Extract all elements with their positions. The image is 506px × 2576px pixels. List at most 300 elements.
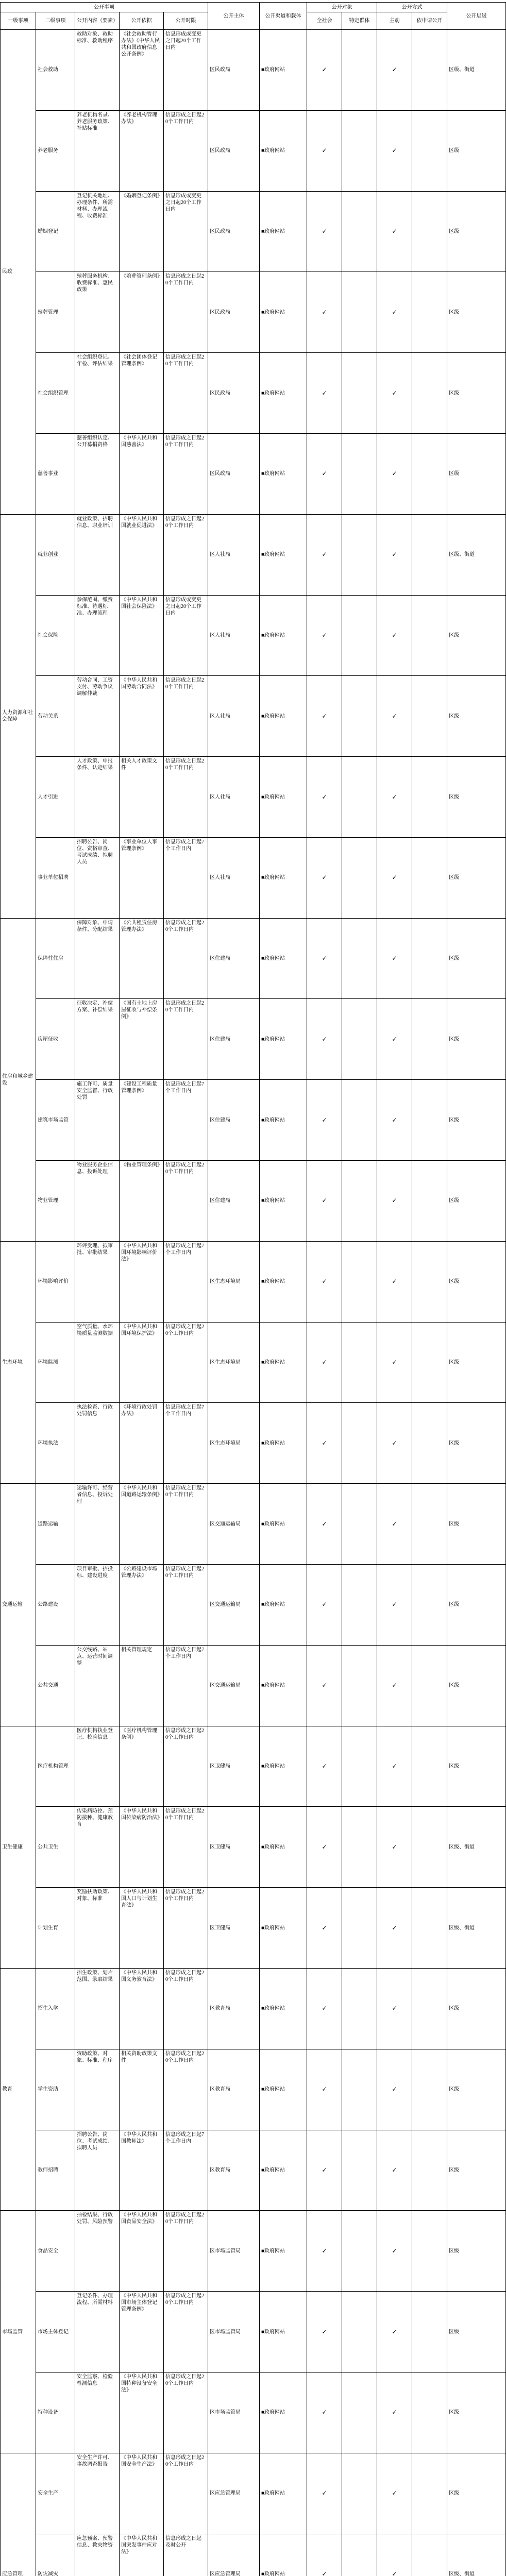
specific-group-mark xyxy=(342,1646,377,1726)
content-cell: 物业服务企业信息、投诉处理 xyxy=(75,1161,120,1242)
basis-cell: 《中华人民共和国特种设备安全法》 xyxy=(120,2372,164,2453)
level-cell: 区级 xyxy=(447,434,506,515)
subject-cell: 区应急管理局 xyxy=(208,2534,260,2576)
specific-group-mark xyxy=(342,999,377,1080)
specific-group-mark xyxy=(342,919,377,999)
channel-cell: ■政府网站 xyxy=(260,434,307,515)
on-request-mark xyxy=(412,919,447,999)
on-request-mark xyxy=(412,1484,447,1565)
specific-group-mark xyxy=(342,1403,377,1484)
basis-cell: 《社会救助暂行办法》《中华人民共和国政府信息公开条例》 xyxy=(120,30,164,111)
channel-cell: ■政府网站 xyxy=(260,30,307,111)
level-cell: 区级、街道 xyxy=(447,30,506,111)
subject-cell: 区交通运输局 xyxy=(208,1646,260,1726)
proactive-mark: ✓ xyxy=(377,1565,412,1646)
on-request-mark xyxy=(412,1403,447,1484)
content-cell: 劳动合同、工资支付、劳动争议调解仲裁 xyxy=(75,676,120,757)
all-society-mark: ✓ xyxy=(307,999,342,1080)
specific-group-mark xyxy=(342,30,377,111)
basis-cell: 《中华人民共和国安全生产法》 xyxy=(120,2453,164,2534)
level1-cell: 住房和城乡建设 xyxy=(0,919,36,1242)
content-cell: 保障对象、申请条件、分配结果 xyxy=(75,919,120,999)
content-cell: 奖励扶助政策、对象、标准 xyxy=(75,1888,120,1969)
subject-cell: 区卫健局 xyxy=(208,1807,260,1888)
subject-cell: 区住建局 xyxy=(208,919,260,999)
proactive-mark: ✓ xyxy=(377,1161,412,1242)
subject-cell: 区住建局 xyxy=(208,999,260,1080)
subject-cell: 区民政局 xyxy=(208,30,260,111)
content-cell: 空气质量、水环境质量监测数据 xyxy=(75,1323,120,1403)
channel-cell: ■政府网站 xyxy=(260,2372,307,2453)
subject-cell: 区住建局 xyxy=(208,1080,260,1161)
time-cell: 信息形成之日起20个工作日内 xyxy=(164,1726,208,1807)
specific-group-mark xyxy=(342,1969,377,2049)
channel-cell: ■政府网站 xyxy=(260,1565,307,1646)
channel-cell: ■政府网站 xyxy=(260,838,307,919)
level2-cell: 婚姻登记 xyxy=(36,192,75,273)
basis-cell: 相关管理规定 xyxy=(120,1646,164,1726)
time-cell: 信息形成之日起20个工作日内 xyxy=(164,757,208,838)
level2-cell: 养老服务 xyxy=(36,111,75,192)
time-cell: 信息形成之日起及时公开 xyxy=(164,2534,208,2576)
time-cell: 信息形成之日起7个工作日内 xyxy=(164,838,208,919)
content-cell: 登记机关地址、办理条件、所需材料、办理流程、收费标准 xyxy=(75,192,120,273)
proactive-mark: ✓ xyxy=(377,353,412,434)
proactive-mark: ✓ xyxy=(377,434,412,515)
level2-cell: 计划生育 xyxy=(36,1888,75,1969)
specific-group-mark xyxy=(342,1726,377,1807)
time-cell: 信息形成之日起20个工作日内 xyxy=(164,1969,208,2049)
level2-cell: 殡葬管理 xyxy=(36,272,75,353)
all-society-mark: ✓ xyxy=(307,111,342,192)
all-society-mark: ✓ xyxy=(307,30,342,111)
level-cell: 区级 xyxy=(447,192,506,273)
subject-cell: 区教育局 xyxy=(208,2130,260,2211)
proactive-mark: ✓ xyxy=(377,1807,412,1888)
channel-cell: ■政府网站 xyxy=(260,515,307,596)
proactive-mark: ✓ xyxy=(377,757,412,838)
time-cell: 信息形成之日起20个工作日内 xyxy=(164,1484,208,1565)
on-request-mark xyxy=(412,2372,447,2453)
channel-cell: ■政府网站 xyxy=(260,272,307,353)
basis-cell: 《中华人民共和国道路运输条例》 xyxy=(120,1484,164,1565)
level-cell: 区级 xyxy=(447,919,506,999)
on-request-mark xyxy=(412,2292,447,2372)
specific-group-mark xyxy=(342,1242,377,1323)
basis-cell: 《环境行政处罚办法》 xyxy=(120,1403,164,1484)
subject-cell: 区市场监管局 xyxy=(208,2211,260,2292)
time-cell: 信息形成之日起20个工作日内 xyxy=(164,353,208,434)
channel-cell: ■政府网站 xyxy=(260,596,307,676)
level2-cell: 招生入学 xyxy=(36,1969,75,2049)
content-cell: 慈善组织认定、公开募捐资格 xyxy=(75,434,120,515)
level2-cell: 事业单位招聘 xyxy=(36,838,75,919)
header-content: 公开内容（要素） xyxy=(75,12,120,30)
on-request-mark xyxy=(412,272,447,353)
level2-cell: 公共卫生 xyxy=(36,1807,75,1888)
specific-group-mark xyxy=(342,1807,377,1888)
specific-group-mark xyxy=(342,2534,377,2576)
channel-cell: ■政府网站 xyxy=(260,111,307,192)
header-proactive: 主动 xyxy=(377,12,412,30)
specific-group-mark xyxy=(342,838,377,919)
time-cell: 信息形成之日起7个工作日内 xyxy=(164,1242,208,1323)
basis-cell: 《中华人民共和国社会保险法》 xyxy=(120,596,164,676)
level-cell: 区级、街道 xyxy=(447,1888,506,1969)
header-method-group: 公开方式 xyxy=(377,2,447,12)
level2-cell: 劳动关系 xyxy=(36,676,75,757)
time-cell: 信息形成之日起7个工作日内 xyxy=(164,1646,208,1726)
proactive-mark: ✓ xyxy=(377,272,412,353)
level2-cell: 学生资助 xyxy=(36,2049,75,2130)
level2-cell: 安全生产 xyxy=(36,2453,75,2534)
level-cell: 区级 xyxy=(447,1323,506,1403)
all-society-mark: ✓ xyxy=(307,434,342,515)
time-cell: 信息形成之日起20个工作日内 xyxy=(164,2049,208,2130)
specific-group-mark xyxy=(342,676,377,757)
header-specific: 特定群体 xyxy=(342,12,377,30)
specific-group-mark xyxy=(342,1565,377,1646)
header-level2: 二级事项 xyxy=(36,12,75,30)
level1-cell: 市场监管 xyxy=(0,2211,36,2453)
channel-cell: ■政府网站 xyxy=(260,1080,307,1161)
content-cell: 安全监察、检验检测信息 xyxy=(75,2372,120,2453)
subject-cell: 区卫健局 xyxy=(208,1888,260,1969)
basis-cell: 《社会团体登记管理条例》 xyxy=(120,353,164,434)
basis-cell: 相关资助政策文件 xyxy=(120,2049,164,2130)
time-cell: 信息形成之日起20个工作日内 xyxy=(164,434,208,515)
on-request-mark xyxy=(412,434,447,515)
on-request-mark xyxy=(412,2049,447,2130)
basis-cell: 《中华人民共和国慈善法》 xyxy=(120,434,164,515)
level2-cell: 社会保险 xyxy=(36,596,75,676)
specific-group-mark xyxy=(342,1080,377,1161)
content-cell: 执法检查、行政处罚信息 xyxy=(75,1403,120,1484)
specific-group-mark xyxy=(342,757,377,838)
header-all-society: 全社会 xyxy=(307,12,342,30)
on-request-mark xyxy=(412,596,447,676)
time-cell: 信息形成之日起20个工作日内 xyxy=(164,1888,208,1969)
time-cell: 信息形成或变更之日起20个工作日内 xyxy=(164,192,208,273)
level-cell: 区级 xyxy=(447,1242,506,1323)
on-request-mark xyxy=(412,1807,447,1888)
level-cell: 区级 xyxy=(447,999,506,1080)
specific-group-mark xyxy=(342,192,377,273)
level-cell: 区级 xyxy=(447,1646,506,1726)
all-society-mark: ✓ xyxy=(307,1161,342,1242)
header-content-group: 公开事项 xyxy=(0,2,208,12)
all-society-mark: ✓ xyxy=(307,838,342,919)
content-cell: 环评受理、拟审批、审批结果 xyxy=(75,1242,120,1323)
subject-cell: 区民政局 xyxy=(208,434,260,515)
subject-cell: 区交通运输局 xyxy=(208,1565,260,1646)
content-cell: 项目审批、招投标、建设进度 xyxy=(75,1565,120,1646)
specific-group-mark xyxy=(342,2211,377,2292)
on-request-mark xyxy=(412,111,447,192)
all-society-mark: ✓ xyxy=(307,1807,342,1888)
time-cell: 信息形成之日起20个工作日内 xyxy=(164,2211,208,2292)
basis-cell: 《医疗机构管理条例》 xyxy=(120,1726,164,1807)
channel-cell: ■政府网站 xyxy=(260,2534,307,2576)
basis-cell: 《中华人民共和国食品安全法》 xyxy=(120,2211,164,2292)
level2-cell: 教师招聘 xyxy=(36,2130,75,2211)
all-society-mark: ✓ xyxy=(307,596,342,676)
subject-cell: 区人社局 xyxy=(208,596,260,676)
on-request-mark xyxy=(412,999,447,1080)
level1-cell: 应急管理 xyxy=(0,2453,36,2576)
channel-cell: ■政府网站 xyxy=(260,757,307,838)
basis-cell: 《养老机构管理办法》 xyxy=(120,111,164,192)
time-cell: 信息形成之日起20个工作日内 xyxy=(164,272,208,353)
specific-group-mark xyxy=(342,111,377,192)
channel-cell: ■政府网站 xyxy=(260,676,307,757)
basis-cell: 《公路建设市场管理办法》 xyxy=(120,1565,164,1646)
basis-cell: 《国有土地上房屋征收与补偿条例》 xyxy=(120,999,164,1080)
time-cell: 信息形成之日起20个工作日内 xyxy=(164,2453,208,2534)
level-cell: 区级 xyxy=(447,2211,506,2292)
basis-cell: 《中华人民共和国突发事件应对法》 xyxy=(120,2534,164,2576)
basis-cell: 《殡葬管理条例》 xyxy=(120,272,164,353)
subject-cell: 区生态环境局 xyxy=(208,1403,260,1484)
proactive-mark: ✓ xyxy=(377,1726,412,1807)
on-request-mark xyxy=(412,1726,447,1807)
level1-cell: 教育 xyxy=(0,1969,36,2211)
specific-group-mark xyxy=(342,1484,377,1565)
all-society-mark: ✓ xyxy=(307,2211,342,2292)
on-request-mark xyxy=(412,1161,447,1242)
level2-cell: 医疗机构管理 xyxy=(36,1726,75,1807)
subject-cell: 区市场监管局 xyxy=(208,2292,260,2372)
channel-cell: ■政府网站 xyxy=(260,2130,307,2211)
level-cell: 区级 xyxy=(447,272,506,353)
on-request-mark xyxy=(412,1080,447,1161)
proactive-mark: ✓ xyxy=(377,999,412,1080)
specific-group-mark xyxy=(342,1161,377,1242)
on-request-mark xyxy=(412,1888,447,1969)
level2-cell: 特种设备 xyxy=(36,2372,75,2453)
all-society-mark: ✓ xyxy=(307,1323,342,1403)
time-cell: 信息形成之日起20个工作日内 xyxy=(164,1323,208,1403)
proactive-mark: ✓ xyxy=(377,1242,412,1323)
all-society-mark: ✓ xyxy=(307,1726,342,1807)
level-cell: 区级 xyxy=(447,2049,506,2130)
time-cell: 信息形成之日起20个工作日内 xyxy=(164,2292,208,2372)
level2-cell: 房屋征收 xyxy=(36,999,75,1080)
channel-cell: ■政府网站 xyxy=(260,1888,307,1969)
level-cell: 区级、街道 xyxy=(447,1807,506,1888)
content-cell: 社会组织登记、年检、评估结果 xyxy=(75,353,120,434)
time-cell: 信息形成之日起20个工作日内 xyxy=(164,1161,208,1242)
channel-cell: ■政府网站 xyxy=(260,1323,307,1403)
channel-cell: ■政府网站 xyxy=(260,1242,307,1323)
channel-cell: ■政府网站 xyxy=(260,1726,307,1807)
proactive-mark: ✓ xyxy=(377,838,412,919)
content-cell: 招聘公告、岗位、考试成绩、拟聘人员 xyxy=(75,2130,120,2211)
level2-cell: 公共交通 xyxy=(36,1646,75,1726)
level2-cell: 社会组织管理 xyxy=(36,353,75,434)
level-cell: 区级 xyxy=(447,1080,506,1161)
specific-group-mark xyxy=(342,353,377,434)
channel-cell: ■政府网站 xyxy=(260,2049,307,2130)
time-cell: 信息形成或变更之日起20个工作日内 xyxy=(164,30,208,111)
level2-cell: 慈善事业 xyxy=(36,434,75,515)
level-cell: 区级 xyxy=(447,1565,506,1646)
channel-cell: ■政府网站 xyxy=(260,1969,307,2049)
subject-cell: 区教育局 xyxy=(208,2049,260,2130)
time-cell: 信息形成之日起20个工作日内 xyxy=(164,676,208,757)
time-cell: 信息形成之日起20个工作日内 xyxy=(164,515,208,596)
all-society-mark: ✓ xyxy=(307,1646,342,1726)
level1-cell: 人力资源和社会保障 xyxy=(0,515,36,919)
all-society-mark: ✓ xyxy=(307,2453,342,2534)
channel-cell: ■政府网站 xyxy=(260,2453,307,2534)
content-cell: 资助政策、对象、标准、程序 xyxy=(75,2049,120,2130)
all-society-mark: ✓ xyxy=(307,2292,342,2372)
content-cell: 抽检结果、行政处罚、风险预警 xyxy=(75,2211,120,2292)
on-request-mark xyxy=(412,1646,447,1726)
proactive-mark: ✓ xyxy=(377,676,412,757)
basis-cell: 《中华人民共和国教师法》 xyxy=(120,2130,164,2211)
level2-cell: 社会救助 xyxy=(36,30,75,111)
basis-cell: 《婚姻登记条例》 xyxy=(120,192,164,273)
basis-cell: 《中华人民共和国环境保护法》 xyxy=(120,1323,164,1403)
subject-cell: 区人社局 xyxy=(208,838,260,919)
level2-cell: 环境监测 xyxy=(36,1323,75,1403)
proactive-mark: ✓ xyxy=(377,2453,412,2534)
proactive-mark: ✓ xyxy=(377,2049,412,2130)
on-request-mark xyxy=(412,2130,447,2211)
subject-cell: 区住建局 xyxy=(208,1161,260,1242)
channel-cell: ■政府网站 xyxy=(260,1646,307,1726)
level2-cell: 建筑市场监管 xyxy=(36,1080,75,1161)
header-channel: 公开渠道和载体 xyxy=(260,2,307,30)
specific-group-mark xyxy=(342,2372,377,2453)
time-cell: 信息形成或变更之日起20个工作日内 xyxy=(164,596,208,676)
basis-cell: 《中华人民共和国传染病防治法》 xyxy=(120,1807,164,1888)
time-cell: 信息形成之日起7个工作日内 xyxy=(164,1403,208,1484)
on-request-mark xyxy=(412,353,447,434)
all-society-mark: ✓ xyxy=(307,2049,342,2130)
basis-cell: 《公共租赁住房管理办法》 xyxy=(120,919,164,999)
content-cell: 人才政策、申报条件、认定结果 xyxy=(75,757,120,838)
proactive-mark: ✓ xyxy=(377,2292,412,2372)
specific-group-mark xyxy=(342,2049,377,2130)
proactive-mark: ✓ xyxy=(377,192,412,273)
level2-cell: 防灾减灾 xyxy=(36,2534,75,2576)
channel-cell: ■政府网站 xyxy=(260,919,307,999)
level1-cell: 交通运输 xyxy=(0,1484,36,1726)
proactive-mark: ✓ xyxy=(377,1080,412,1161)
level2-cell: 环境影响评价 xyxy=(36,1242,75,1323)
subject-cell: 区卫健局 xyxy=(208,1726,260,1807)
proactive-mark: ✓ xyxy=(377,2372,412,2453)
specific-group-mark xyxy=(342,596,377,676)
header-time: 公开时限 xyxy=(164,12,208,30)
content-cell: 征收决定、补偿方案、补偿结果 xyxy=(75,999,120,1080)
subject-cell: 区人社局 xyxy=(208,515,260,596)
header-basis: 公开依据 xyxy=(120,12,164,30)
content-cell: 殡葬服务机构、收费标准、惠民政策 xyxy=(75,272,120,353)
level-cell: 区级 xyxy=(447,1161,506,1242)
all-society-mark: ✓ xyxy=(307,676,342,757)
level-cell: 区级 xyxy=(447,111,506,192)
subject-cell: 区交通运输局 xyxy=(208,1484,260,1565)
level-cell: 区级 xyxy=(447,1726,506,1807)
channel-cell: ■政府网站 xyxy=(260,1161,307,1242)
time-cell: 信息形成之日起20个工作日内 xyxy=(164,999,208,1080)
specific-group-mark xyxy=(342,515,377,596)
level-cell: 区级、街道 xyxy=(447,2534,506,2576)
time-cell: 信息形成之日起7个工作日内 xyxy=(164,1080,208,1161)
subject-cell: 区民政局 xyxy=(208,353,260,434)
basis-cell: 《物业管理条例》 xyxy=(120,1161,164,1242)
content-cell: 招生政策、划片范围、录取结果 xyxy=(75,1969,120,2049)
content-cell: 参保范围、缴费标准、待遇标准、办理流程 xyxy=(75,596,120,676)
content-cell: 安全生产许可、事故调查报告 xyxy=(75,2453,120,2534)
subject-cell: 区人社局 xyxy=(208,757,260,838)
proactive-mark: ✓ xyxy=(377,2130,412,2211)
specific-group-mark xyxy=(342,1888,377,1969)
level2-cell: 人才引进 xyxy=(36,757,75,838)
subject-cell: 区人社局 xyxy=(208,676,260,757)
all-society-mark: ✓ xyxy=(307,1888,342,1969)
proactive-mark: ✓ xyxy=(377,2211,412,2292)
channel-cell: ■政府网站 xyxy=(260,999,307,1080)
on-request-mark xyxy=(412,1969,447,2049)
proactive-mark: ✓ xyxy=(377,2534,412,2576)
time-cell: 信息形成之日起7个工作日内 xyxy=(164,2130,208,2211)
channel-cell: ■政府网站 xyxy=(260,353,307,434)
content-cell: 登记条件、办理流程、所需材料 xyxy=(75,2292,120,2372)
on-request-mark xyxy=(412,676,447,757)
all-society-mark: ✓ xyxy=(307,919,342,999)
content-cell: 医疗机构执业登记、校验信息 xyxy=(75,1726,120,1807)
level-cell: 区级 xyxy=(447,2372,506,2453)
level-cell: 区级 xyxy=(447,838,506,919)
channel-cell: ■政府网站 xyxy=(260,1484,307,1565)
on-request-mark xyxy=(412,2534,447,2576)
all-society-mark: ✓ xyxy=(307,2372,342,2453)
basis-cell: 《事业单位人事管理条例》 xyxy=(120,838,164,919)
header-object-group: 公开对象 xyxy=(307,2,377,12)
specific-group-mark xyxy=(342,434,377,515)
content-cell: 救助对象、救助标准、救助程序 xyxy=(75,30,120,111)
channel-cell: ■政府网站 xyxy=(260,2292,307,2372)
level-cell: 区级 xyxy=(447,353,506,434)
all-society-mark: ✓ xyxy=(307,1565,342,1646)
all-society-mark: ✓ xyxy=(307,515,342,596)
level2-cell: 公路建设 xyxy=(36,1565,75,1646)
subject-cell: 区生态环境局 xyxy=(208,1242,260,1323)
content-cell: 公交线路、站点、运营时间调整 xyxy=(75,1646,120,1726)
content-cell: 运输许可、经营者信息、投诉处理 xyxy=(75,1484,120,1565)
basis-cell: 《中华人民共和国就业促进法》 xyxy=(120,515,164,596)
basis-cell: 《中华人民共和国劳动合同法》 xyxy=(120,676,164,757)
level2-cell: 保障性住房 xyxy=(36,919,75,999)
on-request-mark xyxy=(412,2211,447,2292)
content-cell: 应急预案、预警信息、救灾物资 xyxy=(75,2534,120,2576)
all-society-mark: ✓ xyxy=(307,757,342,838)
all-society-mark: ✓ xyxy=(307,2534,342,2576)
level-cell: 区级 xyxy=(447,2292,506,2372)
subject-cell: 区生态环境局 xyxy=(208,1323,260,1403)
content-cell: 施工许可、质量安全监督、行政处罚 xyxy=(75,1080,120,1161)
level-cell: 区级 xyxy=(447,1969,506,2049)
level-cell: 区级 xyxy=(447,2453,506,2534)
level2-cell: 市场主体登记 xyxy=(36,2292,75,2372)
level-cell: 区级 xyxy=(447,2130,506,2211)
subject-cell: 区民政局 xyxy=(208,192,260,273)
